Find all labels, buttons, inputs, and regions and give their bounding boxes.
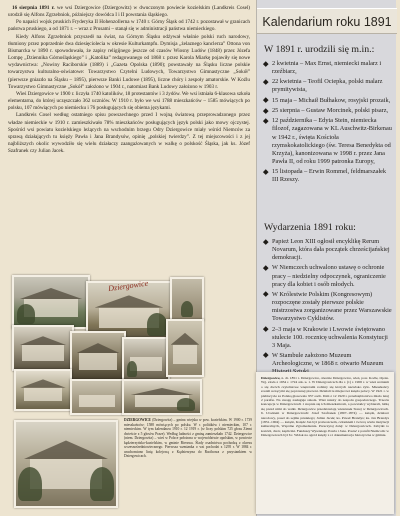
bullet-icon [263,61,268,66]
bullet-icon [263,169,268,174]
list-item-text: 2 kwietnia – Max Ernst, niemiecki malarz i rzeźbiarz, [272,60,382,76]
article-lead-date: 16 sierpnia 1891 r. [12,5,55,11]
newspaper-clipping [256,372,394,514]
bullet-icon [263,353,268,358]
list-item-text: W Niemczech uchwalono ustawę o ochronie pracy – niedzielny odpoczynek, ograniczenie pracy dla kobiet i osób młodych. [272,264,386,288]
list-item-text: 22 kwietnia – Teofil Ociepka, polski malarz prymitywista, [272,78,383,94]
list-item-text: 2–3 maja w Krakowie i Lwowie świętowano stulecie 100. rocznicę uchwalenia Konstytucji 3 Maja. [272,325,388,349]
archival-photo [122,379,202,415]
births-list [264,60,392,184]
collage-stamp-text: Dziergowice [107,278,149,294]
list-item [264,326,392,350]
archival-photo [12,275,90,329]
bullet-icon [263,98,268,103]
article-body [8,5,250,275]
list-item-text: 15 listopada – Erwin Rommel, feldmarszałek III Rzeszy. [272,168,387,184]
list-item-text: 25 sierpnia – Gustaw Morcinek, polski pisarz, [272,107,389,115]
list-item-text: 15 maja – Michaił Bułhakow, rosyjski prozaik, [272,96,391,104]
births-section [264,44,392,186]
photo-caption [124,418,252,514]
article-paragraph-text: Landkreis Cosel według ostatniego spisu powszechnego przed I wojną światową przeprowadzonego przez władze niemieckie w 1910 r. zamieszkiwało 78% mieszkańców posługujących język polski jako mowy ojczystej. Spośród wsi powiatu kozielskiego leżących na wschodnim brzegu Odry Dziergowice miały wśród Niemców za sprawą działających tu księży Pawła i Jana Brandysów, opinię „polskiej twierdzy”. Z tej miejscowości i z jej najbliższych okolic wywodziło się wielu działaczy zaangażowanych w walkę o polskość Śląska, jak ks. Józef Szafranek czy Julian Jacek. [8,112,250,155]
article-paragraph-text: Po napaści wojsk pruskich Fryderyka II Hohenzollerna w 1740 r. Górny Śląsk od 1742 r. pozostawał w granicach państwa pruskiego, a od 1871 r. – wraz z Prusami – stanął się w administracji państwa niemieckiego. [8,19,250,33]
events-heading: Wydarzenia 1891 roku: [264,222,356,233]
list-item [264,238,392,262]
bullet-icon [263,79,268,84]
archival-postcard [14,420,118,508]
article-paragraph [8,112,250,155]
caption-text: (Dziergowitz) – gmina wiejska w pow. kozielskim. W 1900 r. 1739 mieszkańców; 1588 mówiących po polsku. W r. politików i niemieckim, 107 r. niemieckim. W tym kalendarzu 1910 r. 12 1919 r. (w liczy polskim 725 głosu Ziemi dwieście z 5 głosów Praze). Według ludności z gminą zamieszkało 1742. Dziergowice (niem. Dziergowitz) – wieś w Polsce położona w województwie opolskim, w powiecie kędzierzyńsko-kozielskim, w gminie Bierawa. Ślady osadnictwa pochodzą z okresu wczesnośredniowiecznego. Pierwsza wzmianka o wsi pochodzi z 1295 r. W 1884 r. uruchomiono linię kolejową z Kędzierzyna do Raciborza z przystankiem w Dziergowicach. [124,418,252,458]
list-item-text: W Królestwie Polskim (Kongresowym) rozpoczęne zostały pierwsze polskie mistrzostwa zorganizowane przez Warszawskie Towarzystwo Cyklistów. [272,290,392,323]
list-item [264,168,392,184]
list-item [264,78,392,94]
archival-photo [166,319,204,377]
list-item [264,107,392,115]
article-paragraph [8,34,250,91]
archival-photo [70,379,124,415]
list-item [264,291,392,323]
list-item-text: 12 października – Edyta Stein, niemiecka filozof, zagazowana w KL Auschwitz-Birkenau w 1942 r., święta Kościoła rzymskokatolickiego (św. Teresa Benedykta od Krzyża), kanonizowana w 1998 r. przez Jana Pawła II, od roku 1999 patronka Europy, [272,117,392,165]
caption-lead: DZIERGOWICE [124,418,151,422]
bullet-icon [263,265,268,270]
archival-photo [70,331,126,381]
events-section [264,222,392,378]
list-item [264,60,392,76]
photo-collage [12,275,204,415]
archival-photo [14,369,72,411]
bullet-icon [263,108,268,113]
list-item [264,97,392,105]
archival-photo [122,337,170,381]
bullet-icon [263,239,268,244]
article-paragraph [8,91,250,112]
bullet-icon [263,292,268,297]
bullet-icon [263,326,268,331]
article-paragraph [8,19,250,33]
article-paragraph-text: Kiedy Alfons Zgrzebniok przyszedł na świat, na Górnym Śląsku odżywał właśnie polski ruch narodowy, tłumiony przez poprzednie dwa dziesięciolecia w okresie Kulturkampfu. Dymisja „żelaznego kanclerza” Ottona von Bismarcka w 1890 r. spowodowała, że zapisy religijnego jeszcze od czasów Wiosny Ludów (1848) przez Józefa Lompę „Dziennika Górnośląskiego” i „Katolika” redagowanego od 1868 r. przez Karola Miarkę pojawiły się nowe wydawnictwa: „Nowiny Raciborskie (1889) i „Gazeta Opolska (1890); powstawały na Śląsku liczne polskie towarzystwa kulturalno-oświatowe: Towarzystwo Czytelni Ludowych, Towarzystwo Gimnastyczne „Sokół” (pierwsze gniazdo na Śląsku – 1895), pierwsze Banki Ludowe (1895), liczne chóry i zespoły amatorskie. W Koźlu Towarzystwo Gimnastyczne „Sokół” założono w 1904 r., natomiast Bank Ludowy założono w 1903 r. [8,33,250,90]
article-paragraph-text: Wieś Dziergowice w 1900 r. liczyła 1740 katolików, 18 protestantów i 3 żydów. We wsi istniała 6-klasowa szkoła elementarna, do której uczęszczało 362 uczniów. W 1910 r. było we wsi 1788 mieszkańców – 1585 mówiących po polsku, 107 mówiących po niemiecku i 76 posługujących się obiema językami. [8,90,250,112]
list-item [264,264,392,288]
bullet-icon [263,118,268,123]
clipping-text: n. dr. 1851 r. Dziergowice, obecnie Dziergowice, wieś, pow. Koźle, Opole. Wg. złoża z 1934 r. 1724 ark. u. 1. W Dziergowicach dla r. (1) r. 1906 r. w wieś uczniem o się dwóch czytelniowe wnętrzami rodziny się których nazwisko żyło. Mieszkańcy zostali uczącymi się poprawnej pisowni. Działali tu miejscowi księża polscy. W 1921 r. w plebiscycie za Polską głosowało 957 osób. Dziś z 12 1920 r. przedsiębiorstwo miało tutaj 2 parafie. Na uwagę zasługuje szkoła. Wieś należy do zespołu gospodarczego. Trzecia koncepcja w Dziergowicach 1 stopnia się ich mieszkańcom, a powstańcy wybierali, lubią się przed nimi do walki. Dziergowice przedstawiają wizerunek Starej w Dziergowicach. 6. Urodzeni w Dziergowicach: Józef Szafranek (1807–1874) — ksiądz, działacz narodowy, poseł do sejmu pruskiego; Julian Jacek; ks. Paweł Brandys; ks. Jan Brandys (1831–1904) — ksiądz, Ksiądz Jan był proboszczem, członkiem i twórcą wielu instytucji kulturalnych, Wspólne Zgromadzenia. Przeczytaj dalej: w Dziergowicach. Zabytki to kościół, dwór, kapliczki. Funduszy Wysokiego Pawła i Jana. Postać z parafii Niemcom: w Dziergowicach był 6 r. Widok na ogród księży z r.i dokumentacja historyczna w gminie. [261,376,389,438]
clipping-lead: Dziergowice, [261,376,281,380]
article-paragraph [8,5,250,19]
list-item-text: W Stambule założono Muzeum Archeologiczne, w 1868 r. otwarto Muzeum [272,351,384,368]
births-heading: W 1891 r. urodzili się m.in.: [264,44,375,55]
list-item [264,117,392,166]
archival-photo [12,325,74,371]
article-paragraph-text: we wsi Dziergowice (Dziergowitz) w dwuczonym powiecie kozielskim (Landkreis Cosel) urodził się Alfons Zgrzebniok, późniejszy dowódca I i II powstania śląskiego. [8,5,250,19]
archival-photo [170,277,204,321]
list-item-text: Papież Leon XIII ogłosił encyklikę Rerum Novarum, która dała początek chrześcijańskiej demokracji. [272,238,390,262]
events-list [264,238,392,376]
sidebar-title: Kalendarium roku 1891 [257,8,397,34]
